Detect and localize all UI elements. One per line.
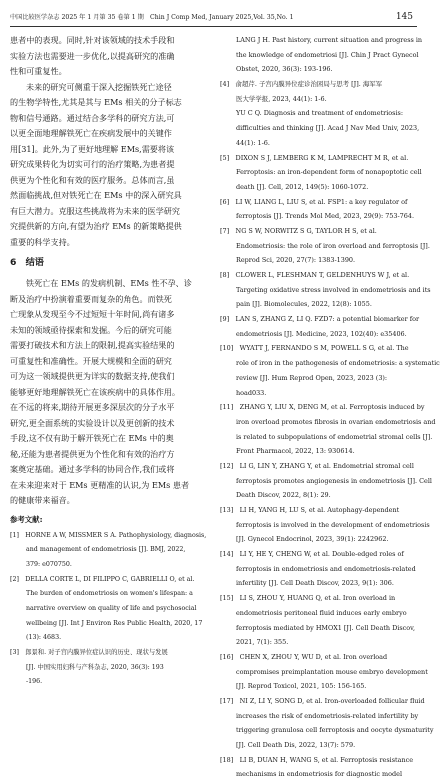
body-text-line: 需要打破技术和方法上的限制,提高实验结果的: [10, 340, 175, 350]
body-text-line: 可为这一领域提供更为详实的数据支持,使我们: [10, 371, 175, 381]
reference-line: [5] DIXON S J, LEMBERG K M, LAMPRECHT M R, et al.: [220, 153, 409, 162]
reference-line: Front Pharmacol, 2022, 13: 930614.: [236, 447, 355, 456]
reference-line: Ferroptosis: an iron-dependent form of nonapoptotic cell: [236, 168, 422, 177]
reference-line: Targeting oxidative stress involved in endometriosis and its: [236, 285, 431, 294]
reference-line: endometriosis [J]. Medicine, 2023, 102(40): e35406.: [236, 329, 407, 338]
reference-line: [9] LAN S, ZHANG Z, LI Q. FZD7: a potential biomarker for: [220, 315, 420, 324]
reference-line: The burden of endometriosis on women's lifespan: a: [26, 590, 193, 598]
body-text-line: 亡现象从发现至今不过短短十年时间,尚有诸多: [10, 309, 175, 319]
body-text-line: 性和可重复性。: [10, 66, 67, 76]
reference-line: [15] LI S, ZHOU Y, HUANG Q, et al. Iron overload in: [220, 594, 396, 603]
reference-line: ferroptosis is involved in the development of endometriosis: [236, 520, 430, 529]
body-text-line: 的生物学特性,尤其是其与 EMs 相关的分子标志: [10, 97, 182, 107]
reference-line: ferroptosis promotes angiogenesis in endometriosis [J]. Cell: [236, 476, 432, 485]
reference-line: role of iron in the pathogenesis of endometriosis: a systematic: [236, 359, 440, 368]
reference-line: review [J]. Hum Reprod Open, 2023, 2023 (3):: [236, 373, 388, 382]
reference-line: Obstet, 2020, 36(3): 193-196.: [236, 65, 333, 74]
body-text-line: 重要的科学支持。: [10, 236, 75, 247]
reference-line: 379: e070750.: [26, 560, 72, 568]
body-text-line: 以更全面地理解铁死亡在疾病发展中的关键作: [10, 128, 172, 138]
body-text-line: 供更为个性化和有效的医疗服务。总体而言,虽: [10, 174, 175, 185]
body-text-line: 研究成果转化为切实可行的治疗策略,为患者提: [10, 159, 175, 169]
reference-line: LANG J H. Past history, current situation and progress in: [236, 36, 423, 44]
body-text-line: 患者中的表现。同时,针对该领域的技术手段和: [10, 35, 175, 45]
header-rule: [10, 26, 417, 27]
reference-line: ferroptosis [J]. Trends Mol Med, 2023, 29(9): 753-764.: [236, 212, 414, 221]
reference-line: -196.: [26, 678, 43, 686]
reference-line: difficulties and thinking [J]. Acad J Nav Med Univ, 2023,: [236, 124, 420, 133]
reference-line: compromises preimplantation mouse embryo development: [236, 667, 428, 676]
reference-line: [11] ZHANG Y, LIU X, DENG M, et al. Ferroptosis induced by: [220, 403, 425, 412]
reference-line: is related to subpopulations of endometrial stromal cells [J].: [236, 432, 433, 441]
reference-line: [J]. Reprod Toxicol, 2021, 105: 156-165.: [236, 682, 367, 691]
reference-line: and management of endometriosis [J]. BMJ, 2022,: [26, 546, 186, 554]
reference-line: [8] CLOWER L, FLESHMAN T, GELDENHUYS W J, et al.: [220, 271, 410, 279]
reference-line: [2] DELLA CORTE L, DI FILIPPO C, GABRIELLI O, et al.: [10, 575, 195, 583]
reference-line: narrative overview on quality of life and psychosocial: [26, 604, 197, 612]
body-text-line: 能够更好地理解铁死亡在该疾病中的具体作用。: [10, 386, 180, 397]
body-text-line: 在不远的将来,期待开展更多深层次的分子水平: [10, 402, 175, 412]
body-text-line: 铁死亡在 EMs 的发病机制、EMs 性不孕、诊: [26, 278, 192, 288]
reference-line: [J]. Cell Death Dis, 2022, 13(7): 579.: [236, 741, 356, 749]
reference-line: [J]. Gynecol Endocrinol, 2023, 39(1): 2242962.: [236, 535, 389, 544]
reference-line: [J]. 中国实用妇科与产科杂志, 2020, 36(3): 193: [26, 663, 164, 671]
left-column: [10, 33, 209, 686]
body-text-line: 实验方法也需要进一步优化,以提高研究的准确: [10, 50, 175, 61]
reference-line: [12] LI G, LIN Y, ZHANG Y, et al. Endometrial stromal cell: [220, 461, 414, 470]
reference-line: 44(1): 1-6.: [236, 138, 270, 147]
journal-citation: 中国比较医学杂志 2025 年 1 月第 35 卷第 1 期 Chin J Comp Med, January 2025,Vol. 35,No. 1: [10, 14, 294, 21]
reference-line: death [J]. Cell, 2012, 149(5): 1060-1072.: [236, 182, 369, 191]
reference-line: infertility [J]. Cell Death Discov, 2023, 9(1): 306.: [236, 579, 394, 588]
reference-line: 2021, 7(1): 355.: [236, 638, 289, 647]
references-heading: 参考文献:: [10, 514, 43, 524]
body-text-line: 用[31]。此外,为了更好地理解 EMs,需要将该: [10, 143, 175, 154]
reference-line: (13): 4683.: [26, 634, 62, 642]
reference-line: Death Discov, 2022, 8(1): 29.: [236, 491, 331, 500]
body-text-line: 未来的研究可侧重于深入挖掘铁死亡途径: [26, 81, 172, 92]
reference-line: the knowledge of endometriosi [J]. Chin J Pract Gynecol: [236, 50, 419, 59]
body-text-line: 秘,还能为患者提供更为个性化和有效的治疗方: [10, 448, 175, 459]
body-text-line: 可重复性和准确性。开展大规模和全面的研究: [10, 355, 172, 366]
reference-line: increases the risk of endometriosis-related infertility by: [236, 711, 419, 720]
reference-line: mechanisms in endometriosis for diagnostic model: [236, 770, 403, 779]
body-text-line: 研究,更全面系统的实验设计以及更创新的技术: [10, 417, 175, 428]
reference-line: [13] LI H, YANG H, LU S, et al. Autophagy-dependent: [220, 506, 400, 514]
reference-line: hoad033.: [236, 388, 267, 397]
reference-line: [14] LI Y, HE Y, CHENG W, et al. Double-edged roles of: [220, 550, 404, 559]
page-header: [10, 11, 417, 24]
reference-line: iron overload promotes fibrosis in ovarian endometriosis and: [236, 417, 436, 426]
reference-line: [17] NI Z, LI Y, SONG D, et al. Iron-overloaded follicular fluid: [220, 696, 425, 705]
section-heading: 6 结语: [10, 257, 44, 268]
reference-line: pain [J]. Biomolecules, 2022, 12(8): 1055.: [236, 300, 372, 309]
body-text-line: 的健康带来福音。: [10, 495, 75, 505]
reference-line: [16] CHEN X, ZHOU Y, WU D, et al. Iron overload: [220, 652, 388, 661]
body-text-line: 手段,这不仅有助于解开铁死亡在 EMs 中的奥: [10, 433, 174, 443]
reference-line: Endometriosis: the role of iron overload and ferroptosis [J].: [236, 241, 430, 250]
reference-line: Reprod Sci, 2020, 27(7): 1383-1390.: [236, 256, 356, 265]
reference-line: [3] 郎景和. 对子宫内膜异位症认识的历史、现状与发展: [10, 649, 168, 656]
reference-line: [18] LI B, DUAN H, WANG S, et al. Ferroptosis resistance: [220, 755, 414, 764]
right-column: [220, 33, 440, 779]
reference-line: triggering granulosa cell ferroptosis and oocyte dysmaturity: [236, 726, 434, 735]
body-text-line: 在未来迎来对于 EMs 更精准的认识,为 EMs 患者: [10, 479, 190, 490]
reference-line: wellbeing [J]. Int J Environ Res Public Health, 2020, 17: [26, 619, 203, 627]
reference-line: [1] HORNE A W, MISSMER S A. Pathophysiology, diagnosis,: [10, 531, 207, 539]
reference-line: YU C Q. Diagnosis and treatment of endometriosis:: [236, 109, 404, 118]
body-text-line: 然面临挑战,但对铁死亡在 EMs 中的深入研究具: [10, 190, 182, 200]
page-number: 145: [395, 12, 413, 22]
reference-line: [10] WYATT J, FERNANDO S M, POWELL S G, et al. The: [220, 344, 409, 353]
body-text-line: 未知的领域亟待探索和发掘。今后的研究可能: [10, 324, 172, 335]
reference-line: [7] NG S W, NORWITZ S G, TAYLOR H S, et al.: [220, 226, 377, 235]
reference-line: ferroptosis mediated by HMOX1 [J]. Cell Death Discov,: [236, 623, 416, 632]
reference-line: [6] LI W, LIANG L, LIU S, et al. FSP1: a key regulator of: [220, 197, 408, 206]
reference-line: [4] 俞超芹. 子宫内膜异位症诊治困局与思考 [J]. 海军军: [220, 80, 383, 89]
reference-line: 医大学学报, 2023, 44(1): 1-6.: [236, 94, 327, 103]
reference-line: ferroptosis in endometriosis and endometriosis-related: [236, 564, 416, 573]
body-text-line: 断及治疗中扮演着重要而复杂的角色。而铁死: [10, 293, 172, 304]
body-text-line: 究提供新的方向,有望为治疗 EMs 的新策略提供: [10, 221, 182, 231]
body-text-line: 物和信号通路。通过结合多学科的研究方法,可: [10, 112, 175, 123]
body-text-line: 有巨大潜力。克服这些挑战将为未来的医学研究: [10, 205, 180, 216]
reference-line: endometriosis peritoneal fluid induces early embryo: [236, 608, 407, 617]
body-text-line: 案奠定基础。通过多学科的协同合作,我们或将: [10, 464, 175, 474]
